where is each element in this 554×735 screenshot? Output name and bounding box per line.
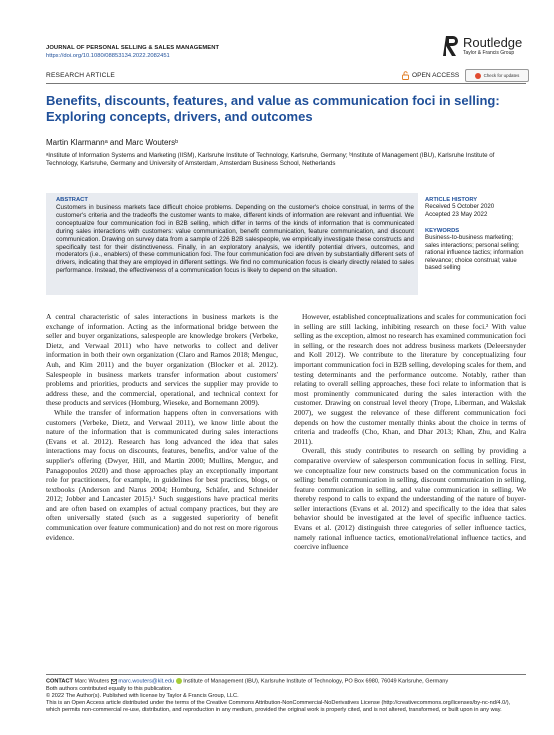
copyright-line: © 2022 The Author(s). Published with license by Taylor & Francis Group, LLC. xyxy=(46,692,239,699)
footer-notes xyxy=(46,678,526,715)
body-paragraph: Overall, this study contributes to research on selling by providing a comparative overview of salesperson communication focus in selling. First, we conceptualize four new constructs based on the communication focus in selling: benefit communication in selling, discount communication in selling, feature communication in selling, and value communication in selling. We thereby respond to calls to expand the understanding of the nature of buyer-seller interactions (Evans et al. 2012) and specifically to the idea that sales behavior should be investigated at the level of specific influence tactics. Evans et al. (2012) distinguish three categories of seller influence tactics, namely rational influence tactics, emotional/relational influence tactics, and coercive influence xyxy=(294,446,526,552)
body-paragraph: While the transfer of information happens often in conversations with customers (Verbeke, Dietz, and Verwaal 2011), we know little about the nature of the information that is communicated during sales interactions (Evans et al. 2012). Research has long advanced the idea that sales interactions may focus on discounts, features, benefits, and/or value of the supplier's offering (Dwyer, Hill, and Martin 2000; Mullins, Menguc, and Panagopoulos 2020) and those approaches play an exceptionally important role for practitioners, for example, in guidelines for best practices, blogs, or textbooks (Anderson and Narus 2004; Homburg, Schäfer, and Schneider 2012; Jobber and Lancaster 2015).¹ Such suggestions have practical merits and are often based on examples of actual company practices, but they are often universally stated (such as a suggested superiority of benefit communication over feature communication) and do not rest on more rigorous evidence. xyxy=(46,407,278,542)
received-date: Received 5 October 2020 xyxy=(425,203,495,210)
body-column-left xyxy=(46,312,278,542)
license-text: This is an Open Access article distributed under the terms of the Creative Commons Attribution-NonCommercial-NoDerivatives License (http://creativecommons.org/licenses/by-nc-nd/4.0/), which permits non-commercial re-use, distribution, and reproduction in any medium, provided the original work is properly cited, and is not altered, transformed, or built upon in any way. xyxy=(46,700,511,714)
publisher-subtitle: Taylor & Francis Group xyxy=(463,50,515,56)
open-access-badge xyxy=(402,71,459,80)
open-access-label: OPEN ACCESS xyxy=(412,72,460,79)
keywords-text: Business-to-business marketing; sales interactions; personal selling; rational influence tactics; information relevance; choice construal; value based selling xyxy=(425,234,524,272)
body-paragraph: A central characteristic of sales interactions in business markets is the exchange of information. Acting as the informational bridge between the seller and buyer organizations, salespeople are knowledge brokers (Verbeke, Dietz, and Verwaal 2011) who have networks to collect and deliver information in both their own organization (Claro and Ramos 2018; Menguc, Auh, and Kim 2011) and the buyer organization (Blocker et al. 2012). Salespeople in business markets transfer information about customers' problems and priorities, products and services the supplier may provide to address these, and the commercial, operational, and technical context for these products and services (Homburg, Wieseke, and Bornemann 2009). xyxy=(46,312,278,408)
routledge-logo-icon xyxy=(443,35,459,57)
body-paragraph: However, established conceptualizations and scales for communication foci in selling are still lacking, inhibiting research on these foci.² With value selling as the exception, almost no research has examined communication foci in selling, or the research does not address business markets (Deleersnyder and Koll 2012). We contribute to the literature by conceptualizing four important communication foci in B2B selling, developing scales for them, and testing determinants and the performance outcome. Notably, rather than relating to overall selling approaches, these foci relate to information that is most prominently communicated during the sales interaction with the customer. Drawing on construal level theory (Trope, Liberman, and Wakslak 2007), we suggest the relevance of these different communication foci depends on how the customer mentally thinks about the choice in terms of criteria and tradeoffs (Cho, Khan, and Dhar 2013; Khan, Zhu, and Kalra 2011). xyxy=(294,312,526,446)
contact-email-link[interactable]: marc.wouters@kit.edu xyxy=(118,678,175,685)
crossmark-icon xyxy=(475,73,481,79)
journal-name: JOURNAL OF PERSONAL SELLING & SALES MANAGEMENT xyxy=(46,45,220,51)
body-column-right xyxy=(294,312,526,552)
check-for-updates-button[interactable] xyxy=(465,69,529,82)
abstract-heading: ABSTRACT xyxy=(56,197,88,203)
footer-divider xyxy=(46,674,526,675)
article-history xyxy=(425,197,525,218)
article-title: Benefits, discounts, features, and value as communication foci in selling: Exploring concepts, drivers, and outcomes xyxy=(46,93,500,124)
publisher-name: Routledge xyxy=(463,35,523,50)
affiliations: ᵃInstitute of Information Systems and Marketing (IISM), Karlsruhe Institute of Technology, Karlsruhe, Germany; ᵇInstitute of Management (IBU), Karlsruhe Institute of Technology, Karlsruhe, Germany and University of Amsterdam, Amsterdam Business School, Netherlands xyxy=(46,152,495,168)
abstract-text: Customers in business markets face difficult choice problems. Depending on the customer's choice construal, in terms of the customer's criteria and the tradeoffs the customer wants to make, different kinds of information are relevant and influential. We conceptualize four communication foci in B2B selling, which differ in terms of the kinds of information that is communicated during sales interactions with customers: value communication, benefit communication, feature communication, and discount communication. Drawing on survey data from a sample of 226 B2B salespeople, we empirically investigate these constructs and specifically test for their distinctiveness. Finally, in an exploratory analysis, we identify potential drivers, outcomes, and moderators (i.e., enablers) of these communication foci. The four communication foci are driven by substantially different sets of drivers, indicating that they are employed in different settings. We find no communication focus is clearly directly related to sales performance. Instead, the effectiveness of a communication focus is likely to depend on the situation. xyxy=(56,204,414,275)
publisher-brand[interactable] xyxy=(443,35,522,57)
contact-name: Marc Wouters xyxy=(74,678,110,685)
contact-label: CONTACT xyxy=(46,678,73,685)
contact-address: Institute of Management (IBU), Karlsruhe Institute of Technology, PO Box 6980, 76049 Karlsruhe, Germany xyxy=(183,678,449,685)
author-list[interactable]: Martin Klarmannᵃ and Marc Woutersᵇ xyxy=(46,138,179,147)
doi-link[interactable]: https://doi.org/10.1080/08853134.2022.2082451 xyxy=(46,53,170,59)
email-icon xyxy=(111,679,117,684)
keywords-panel xyxy=(425,228,525,272)
header-divider xyxy=(46,83,526,84)
keywords-heading: KEYWORDS xyxy=(425,228,460,234)
contact-line xyxy=(46,678,526,686)
article-history-heading: ARTICLE HISTORY xyxy=(425,197,478,203)
open-lock-icon xyxy=(402,71,409,80)
contribution-note: Both authors contributed equally to this publication. xyxy=(46,685,173,692)
accepted-date: Accepted 23 May 2022 xyxy=(425,210,488,218)
check-for-updates-label: Check for updates xyxy=(483,73,520,78)
article-type: RESEARCH ARTICLE xyxy=(46,72,116,79)
orcid-icon[interactable] xyxy=(176,678,182,684)
